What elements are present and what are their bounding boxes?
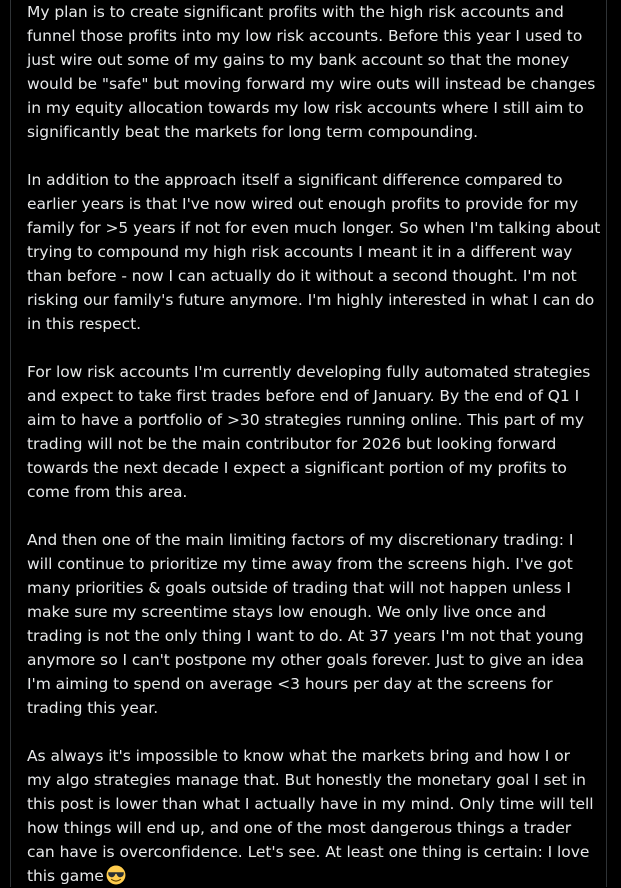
text-line: trying to compound my high risk accounts I meant it in a different way: [27, 243, 573, 261]
text-line: funnel those profits into my low risk accounts. Before this year I used to: [27, 27, 583, 45]
text-line: towards the next decade I expect a significant portion of my profits to: [27, 459, 567, 477]
post-paragraph: [27, 168, 602, 336]
text-line: come from this area.: [27, 483, 188, 501]
text-line: will continue to prioritize my time away from the screens high. I've got: [27, 555, 573, 573]
text-line: many priorities & goals outside of trading that will not happen unless I: [27, 579, 571, 597]
text-line: trading this year.: [27, 699, 159, 717]
text-line: significantly beat the markets for long term compounding.: [27, 123, 479, 141]
text-line: And then one of the main limiting factors of my discretionary trading: I: [27, 531, 574, 549]
post-paragraph: [27, 744, 602, 888]
left-divider: [10, 0, 11, 887]
text-line: my algo strategies manage that. But honestly the monetary goal I set in: [27, 771, 586, 789]
text-line: In addition to the approach itself a significant difference compared to: [27, 171, 563, 189]
text-line: would be "safe" but moving forward my wire outs will instead be changes: [27, 75, 596, 93]
text-line: this post is lower than what I actually have in my mind. Only time will tell: [27, 795, 594, 813]
text-line: just wire out some of my gains to my bank account so that the money: [27, 51, 570, 69]
text-line: trading will not be the main contributor for 2026 but looking forward: [27, 435, 557, 453]
text-line: and expect to take first trades before end of January. By the end of Q1 I: [27, 387, 580, 405]
right-divider: [606, 0, 607, 887]
text-line: For low risk accounts I'm currently developing fully automated strategies: [27, 363, 591, 381]
post-paragraph: [27, 0, 602, 144]
text-line: My plan is to create significant profits with the high risk accounts and: [27, 3, 564, 21]
text-line: in my equity allocation towards my low risk accounts where I still aim to: [27, 99, 584, 117]
text-line: family for >5 years if not for even much longer. So when I'm talking about: [27, 219, 601, 237]
text-line: in this respect.: [27, 315, 142, 333]
text-line: risking our family's future anymore. I'm highly interested in what I can do: [27, 291, 595, 309]
text-line: trading is not the only thing I want to do. At 37 years I'm not that young: [27, 627, 584, 645]
smiling-face-with-sunglasses-icon: [106, 865, 126, 885]
text-line: how things will end up, and one of the most dangerous things a trader: [27, 819, 572, 837]
text-line: As always it's impossible to know what the markets bring and how I or: [27, 747, 570, 765]
text-line: aim to have a portfolio of >30 strategies running online. This part of my: [27, 411, 584, 429]
post-paragraph: [27, 528, 602, 720]
text-line: anymore so I can't postpone my other goals forever. Just to give an idea: [27, 651, 584, 669]
text-line: make sure my screentime stays low enough. We only live once and: [27, 603, 547, 621]
text-line: than before - now I can actually do it without a second thought. I'm not: [27, 267, 577, 285]
text-line: this game: [27, 867, 104, 885]
post-body: [27, 0, 602, 888]
last-text-line: [27, 864, 602, 888]
text-line: earlier years is that I've now wired out enough profits to provide for my: [27, 195, 579, 213]
text-line: can have is overconfidence. Let's see. At least one thing is certain: I love: [27, 843, 590, 861]
post-paragraph: [27, 360, 602, 504]
text-line: I'm aiming to spend on average <3 hours per day at the screens for: [27, 675, 553, 693]
